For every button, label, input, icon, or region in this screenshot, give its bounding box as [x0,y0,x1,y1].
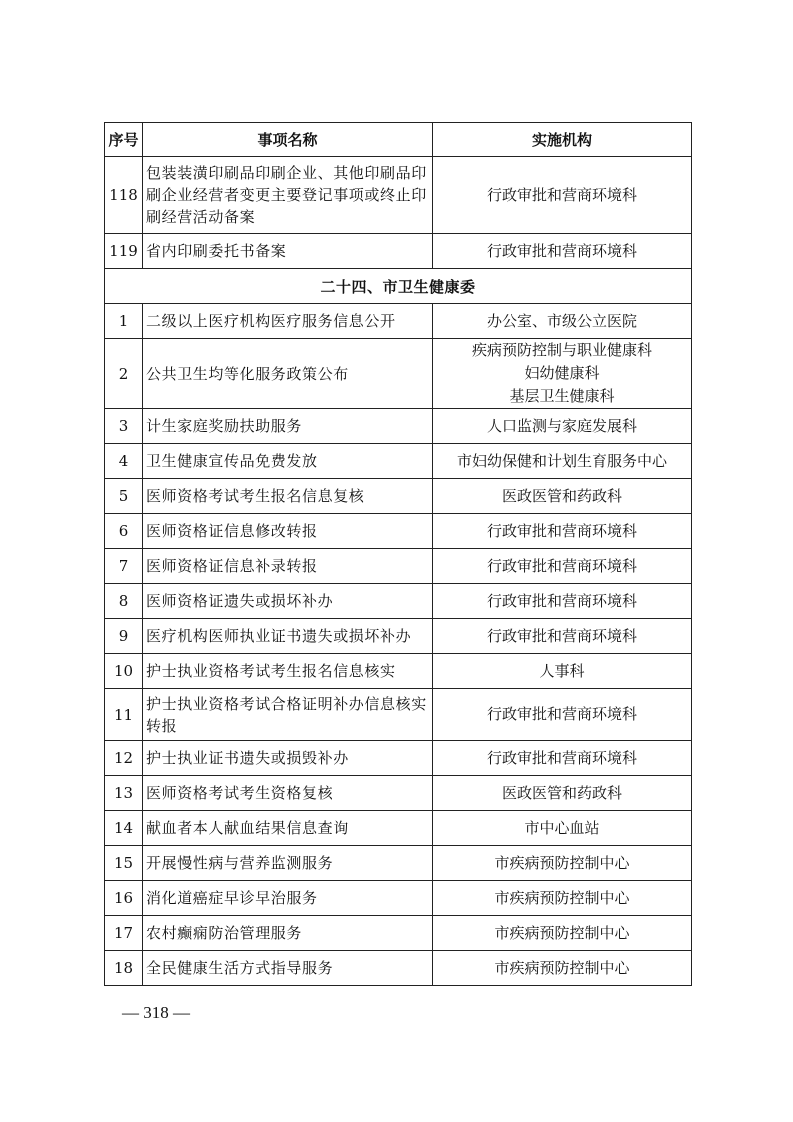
row-agency [433,654,692,689]
row-serial: 15 [105,846,143,881]
row-agency [433,776,692,811]
header-serial: 序号 [105,123,143,157]
row-agency [433,881,692,916]
row-item-name: 护士执业资格考试考生报名信息核实 [143,654,433,689]
row-agency [433,846,692,881]
row-serial: 7 [105,549,143,584]
agency-name: 行政审批和营商环境科 [486,521,637,540]
table-row [105,479,692,514]
row-serial: 2 [105,339,143,409]
row-serial: 16 [105,881,143,916]
table-row [105,654,692,689]
agency-name: 医政医管和药政科 [501,486,622,505]
table-row [105,951,692,986]
section-row [105,269,692,304]
row-item-name: 献血者本人献血结果信息查询 [143,811,433,846]
table-row [105,776,692,811]
row-serial: 11 [105,689,143,741]
agency-name: 妇幼健康科 [524,364,600,382]
row-agency [433,479,692,514]
section-title: 二十四、市卫生健康委 [105,269,692,304]
row-agency [433,444,692,479]
row-item-name: 医师资格考试考生报名信息复核 [143,479,433,514]
table-row [105,409,692,444]
row-item-name: 消化道癌症早诊早治服务 [143,881,433,916]
agency-name: 市疾病预防控制中心 [494,888,630,907]
row-serial: 14 [105,811,143,846]
row-item-name: 农村癫痫防治管理服务 [143,916,433,951]
row-agency [433,741,692,776]
agency-name: 行政审批和营商环境科 [486,556,637,575]
table-row [105,304,692,339]
agency-name: 行政审批和营商环境科 [486,185,637,204]
agency-name: 行政审批和营商环境科 [486,591,637,610]
agency-name: 人事科 [539,661,585,680]
table-row [105,881,692,916]
table-row [105,514,692,549]
row-agency [433,514,692,549]
agency-name: 市中心血站 [524,818,600,837]
row-agency [433,234,692,269]
header-item-name: 事项名称 [143,123,433,157]
agency-name: 医政医管和药政科 [501,783,622,802]
row-serial: 3 [105,409,143,444]
row-serial: 1 [105,304,143,339]
table-row [105,339,692,409]
row-serial: 8 [105,584,143,619]
agency-name: 人口监测与家庭发展科 [486,416,637,435]
row-serial: 18 [105,951,143,986]
row-agency [433,339,692,409]
table-row [105,811,692,846]
row-item-name: 全民健康生活方式指导服务 [143,951,433,986]
row-serial: 12 [105,741,143,776]
table-row [105,584,692,619]
row-serial: 13 [105,776,143,811]
row-item-name: 护士执业证书遗失或损毁补办 [143,741,433,776]
row-item-name: 卫生健康宣传品免费发放 [143,444,433,479]
row-agency [433,409,692,444]
table-row [105,846,692,881]
row-agency [433,811,692,846]
table-row [105,916,692,951]
row-item-name: 省内印刷委托书备案 [143,234,433,269]
row-agency [433,549,692,584]
row-item-name: 计生家庭奖励扶助服务 [143,409,433,444]
row-item-name: 护士执业资格考试合格证明补办信息核实转报 [143,689,433,741]
row-agency [433,689,692,741]
row-serial: 5 [105,479,143,514]
header-row [105,123,692,157]
table-row [105,741,692,776]
row-serial: 6 [105,514,143,549]
agency-name: 行政审批和营商环境科 [486,626,637,645]
row-agency [433,584,692,619]
items-table [104,122,692,986]
row-item-name: 医师资格证信息修改转报 [143,514,433,549]
table-row [105,619,692,654]
table-row [105,444,692,479]
agency-name: 市疾病预防控制中心 [494,923,630,942]
row-agency [433,619,692,654]
agency-name: 市妇幼保健和计划生育服务中心 [456,451,667,470]
table-row [105,234,692,269]
agency-name: 行政审批和营商环境科 [486,241,637,260]
agency-name: 市疾病预防控制中心 [494,853,630,872]
table-row [105,549,692,584]
row-serial: 17 [105,916,143,951]
header-agency: 实施机构 [433,123,692,157]
row-serial: 9 [105,619,143,654]
row-item-name: 二级以上医疗机构医疗服务信息公开 [143,304,433,339]
agency-name: 行政审批和营商环境科 [486,705,637,723]
row-serial: 10 [105,654,143,689]
row-item-name: 医疗机构医师执业证书遗失或损坏补办 [143,619,433,654]
row-agency [433,951,692,986]
table-row [105,689,692,741]
agency-name: 办公室、市级公立医院 [486,311,637,330]
agency-name: 行政审批和营商环境科 [486,748,637,767]
row-item-name: 包装装潢印刷品印刷企业、其他印刷品印刷企业经营者变更主要登记事项或终止印刷经营活动备案 [143,157,433,234]
agency-name: 疾病预防控制与职业健康科 [471,341,652,359]
row-serial: 4 [105,444,143,479]
row-item-name: 开展慢性病与营养监测服务 [143,846,433,881]
row-serial: 118 [105,157,143,234]
agency-name: 市疾病预防控制中心 [494,958,630,977]
row-agency [433,157,692,234]
row-item-name: 医师资格证遗失或损坏补办 [143,584,433,619]
row-item-name: 医师资格考试考生资格复核 [143,776,433,811]
row-agency [433,304,692,339]
row-item-name: 医师资格证信息补录转报 [143,549,433,584]
row-serial: 119 [105,234,143,269]
row-item-name: 公共卫生均等化服务政策公布 [143,339,433,409]
agency-name: 基层卫生健康科 [509,387,615,405]
row-agency [433,916,692,951]
page-number: — 318 — [122,1003,190,1022]
table-row [105,157,692,234]
